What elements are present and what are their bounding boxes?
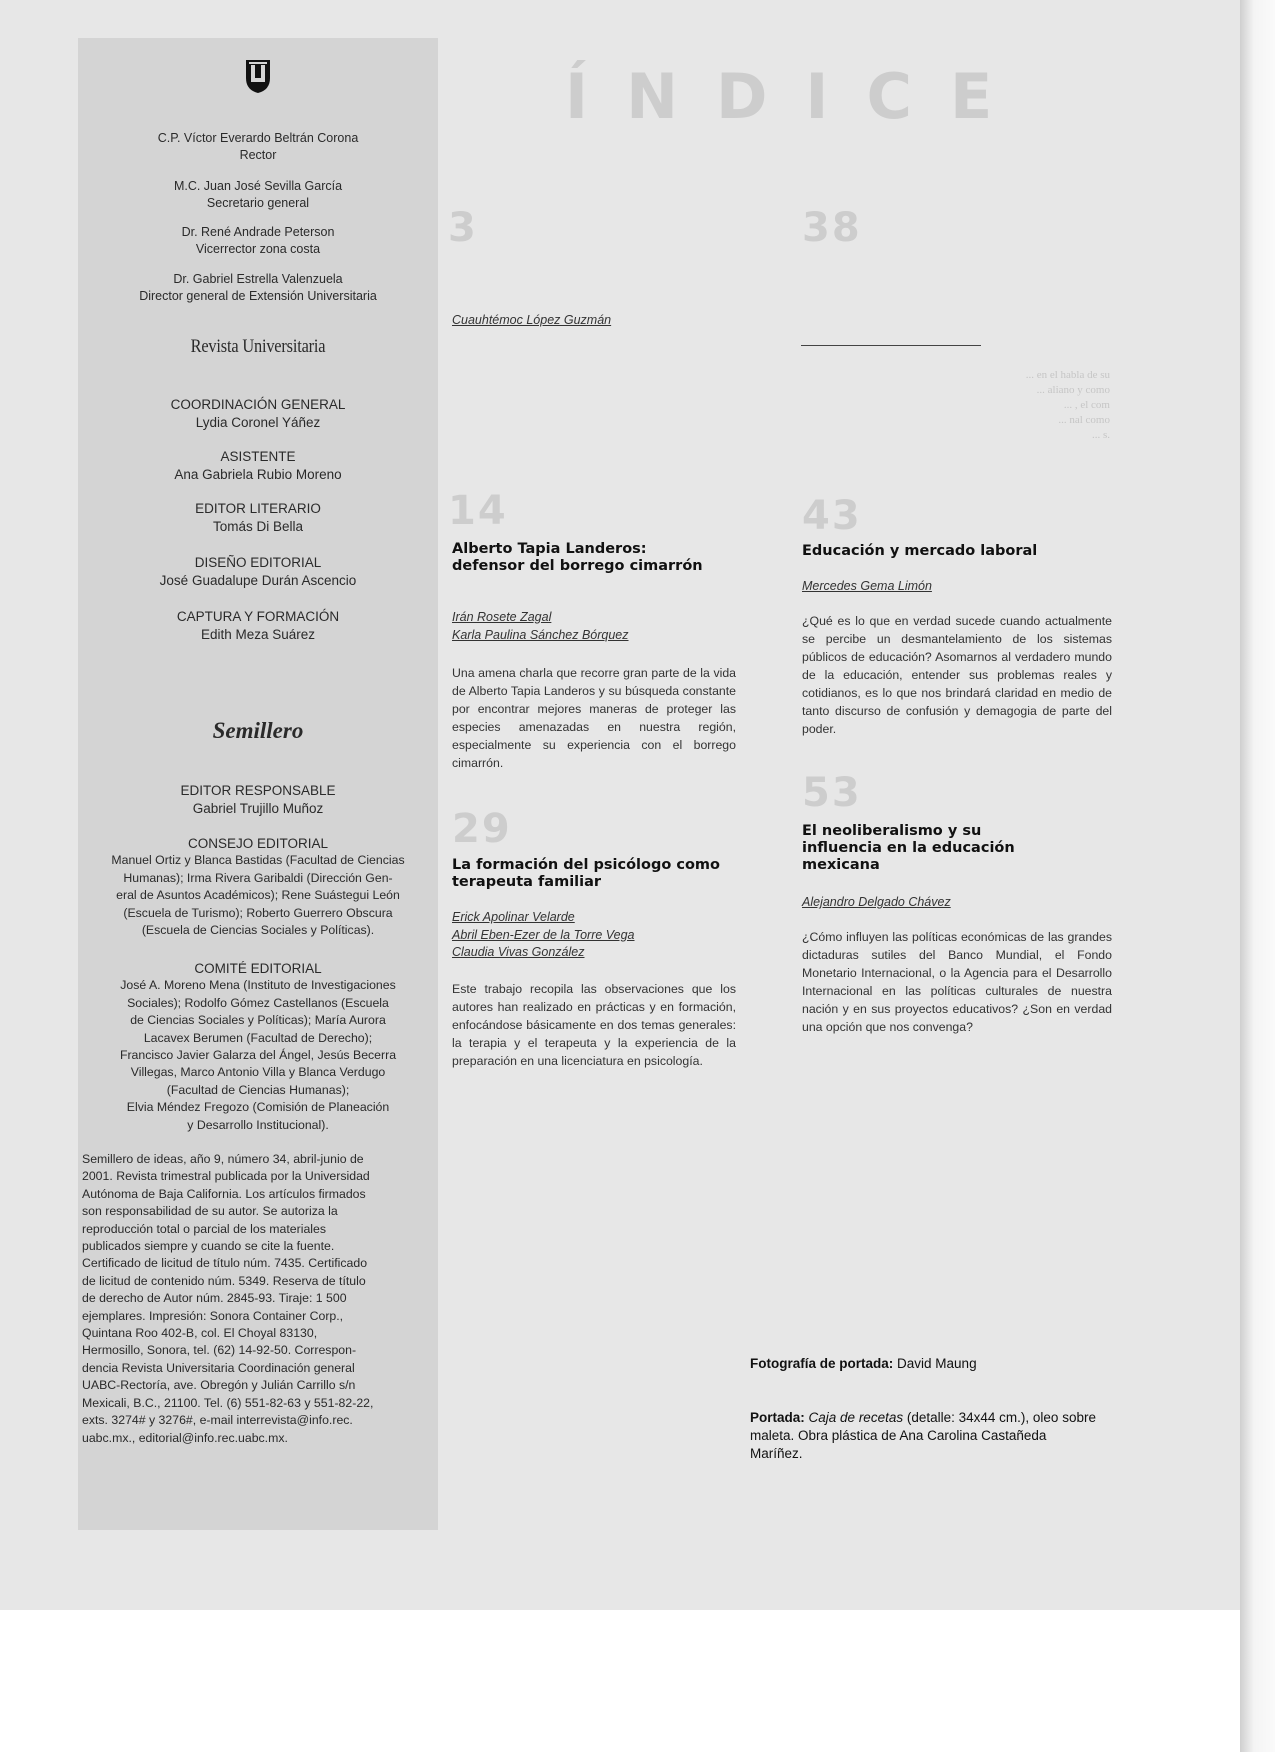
credit-director [78,271,438,305]
staff-role: ASISTENTE [220,449,296,464]
colophon [82,1151,434,1447]
article-authors [452,909,635,962]
colophon-line: Mexicali, B.C., 21100. Tel. (6) 551-82-63 y 551-82-22, [82,1395,374,1410]
comite-editorial [78,960,438,1134]
article-authors [802,894,951,912]
article-authors [802,578,932,596]
article-summary: ¿Cómo influyen las políticas económicas de las grandes dictaduras sutiles del Banco Mundial, el Fondo Monetario Internacional, o la Agencia para el Desarrollo Internacional en las políticas culturales de nuestra nación y en sus proyectos educativos? ¿Son en verdad una opción que nos convenga? [802,930,1112,1034]
page-edge [1240,0,1275,1752]
faded-line: ... nal como [1058,414,1110,426]
staff-diseno [78,554,438,590]
consejo-heading: CONSEJO EDITORIAL [187,836,329,851]
colophon-line: dencia Revista Universitaria Coordinación general [82,1360,355,1375]
faded-text [960,368,1110,443]
author-name: Abril Eben-Ezer de la Torre Vega [452,927,635,942]
colophon-line: Autónoma de Baja California. Los artículos firmados [82,1186,366,1201]
article-title: El neoliberalismo y su influencia en la educación mexicana [802,823,1015,873]
photo-label: Fotografía de portada: [750,1356,894,1371]
editor-role: EDITOR RESPONSABLE [180,783,336,798]
article-summary: Una amena charla que recorre gran parte de la vida de Alberto Tapia Landeros y su búsqueda constante por encontrar mejores maneras de proteger las especies amenazadas en nuestra región, especialmente su experiencia con el borrego cimarrón. [452,666,736,770]
author-name: Cuauhtémoc López Guzmán [452,313,612,327]
author-name: Mercedes Gema Limón [802,579,932,593]
staff-role: EDITOR LITERARIO [195,501,321,516]
staff-role: CAPTURA Y FORMACIÓN [176,609,340,624]
page-number: 3 [448,205,478,251]
consejo-editorial [78,835,438,939]
cover-photo-credit [750,1355,977,1373]
colophon-line: de licitud de contenido núm. 5349. Reserva de título [82,1273,366,1288]
author-name: Karla Paulina Sánchez Bórquez [452,627,629,642]
colophon-line: exts. 3274# y 3276#, e-mail interrevista@info.rec. [82,1413,353,1428]
cover-art-credit [750,1409,1120,1463]
revista-universitaria-title: Revista Universitaria [190,336,326,357]
consejo-line: eral de Asuntos Académicos); Rene Suástegui León [116,888,400,903]
staff-role: COORDINACIÓN GENERAL [170,397,346,412]
semillero-editor [78,782,438,818]
colophon-line: ejemplares. Impresión: Sonora Container Corp., [82,1308,344,1323]
credit-role: Secretario general [206,196,310,210]
credit-name: Dr. René Andrade Peterson [181,225,335,239]
staff-name: Lydia Coronel Yáñez [195,415,321,430]
credit-secretario [78,178,438,212]
colophon-line: Semillero de ideas, año 9, número 34, abril-junio de [82,1152,364,1166]
colophon-line: Hermosillo, Sonora, tel. (62) 14-92-50. Correspon- [82,1343,357,1358]
comite-line: de Ciencias Sociales y Políticas); María Aurora [130,1013,386,1028]
colophon-line: 2001. Revista trimestral publicada por la Universidad [82,1169,370,1184]
comite-line: Villegas, Marco Antonio Villa y Blanca Verdugo [130,1065,386,1080]
faded-line: ... , el com [1063,399,1110,411]
photo-name: David Maung [897,1356,977,1371]
article-authors [452,609,629,644]
staff-editor-literario [78,500,438,536]
article-authors [452,312,611,330]
editor-name: Gabriel Trujillo Muñoz [192,801,324,816]
colophon-line: publicados siempre y cuando se cite la fuente. [82,1239,335,1254]
author-name: Alejandro Delgado Chávez [802,895,951,909]
article-title: Alberto Tapia Landeros: defensor del borrego cimarrón [452,541,703,574]
colophon-line: uabc.mx., editorial@info.rec.uabc.mx. [82,1430,288,1445]
staff-name: Ana Gabriela Rubio Moreno [174,467,342,482]
semillero-title: Semillero [212,718,304,743]
comite-line: Elvia Méndez Fregozo (Comisión de Planeación [126,1100,390,1115]
faded-line: ... aliano y como [1036,384,1110,396]
comite-line: Lacavex Berumen (Facultad de Derecho); [143,1030,373,1045]
divider-rule [801,345,981,346]
staff-name: Edith Meza Suárez [200,627,316,642]
consejo-line: Humanas); Irma Rivera Garibaldi (Dirección Gen- [123,870,393,885]
page-number: 43 [802,493,862,539]
credit-role: Director general de Extensión Universitaria [139,289,377,303]
page-number: 29 [452,806,512,852]
comite-line: (Facultad de Ciencias Humanas); [166,1082,350,1097]
credit-role: Rector [239,148,277,162]
page-bottom-margin [0,1610,1275,1752]
comite-line: Sociales); Rodolfo Gómez Castellanos (Escuela [127,995,389,1010]
portada-work: Caja de recetas [808,1410,904,1425]
page-number: 14 [448,488,508,534]
staff-captura [78,608,438,644]
colophon-line: reproducción total o parcial de los materiales [82,1221,327,1236]
credit-role: Vicerrector zona costa [195,242,321,256]
staff-asistente [78,448,438,484]
university-shield-icon [244,58,272,94]
colophon-line: Quintana Roo 402-B, col. El Choyal 83130, [82,1326,318,1341]
staff-name: Tomás Di Bella [212,519,304,534]
article-title: La formación del psicólogo como terapeuta familiar [452,857,721,890]
page-number: 53 [802,770,862,816]
portada-detail: Maríñez. [750,1446,803,1461]
consejo-line: (Escuela de Turismo); Roberto Guerrero Obscura [123,905,393,920]
author-name: Erick Apolinar Velarde [452,910,575,924]
staff-name: José Guadalupe Durán Ascencio [159,573,357,588]
article-summary: Este trabajo recopila las observaciones que los autores han realizado en prácticas y en formación, enfocándose básicamente en dos temas generales: la terapia y el terapeuta y la experiencia de la preparación en una licenciatura en psicología. [452,982,736,1068]
portada-detail: (detalle: 34x44 cm.), oleo sobre [906,1410,1096,1425]
credit-rector [78,130,438,164]
portada-detail: maleta. Obra plástica de Ana Carolina Castañeda [750,1428,1047,1443]
credit-vicerrector [78,224,438,258]
colophon-line: Certificado de licitud de título núm. 7435. Certificado [82,1256,368,1271]
colophon-line: son responsabilidad de su autor. Se autoriza la [82,1204,338,1219]
faded-line: ... en el habla de su [1025,369,1110,381]
colophon-line: de derecho de Autor núm. 2845-93. Tiraje: 1 500 [82,1291,347,1306]
faded-line: ... s. [1091,429,1110,441]
consejo-line: Manuel Ortiz y Blanca Bastidas (Facultad de Ciencias [111,853,405,868]
consejo-line: (Escuela de Ciencias Sociales y Políticas). [141,923,375,938]
staff-role: DISEÑO EDITORIAL [194,555,322,570]
page-number: 38 [802,205,862,251]
colophon-line: UABC-Rectoría, ave. Obregón y Julián Carrillo s/n [82,1378,356,1393]
author-name: Irán Rosete Zagal [452,610,552,624]
credit-name: Dr. Gabriel Estrella Valenzuela [173,272,343,286]
comite-line: José A. Moreno Mena (Instituto de Investigaciones [120,978,396,993]
credit-name: M.C. Juan José Sevilla García [173,179,343,193]
masthead-sidebar [78,38,438,1530]
portada-label: Portada: [750,1410,805,1425]
article-summary: ¿Qué es lo que en verdad sucede cuando actualmente se percibe un desmantelamiento de los sistemas públicos de educación? Asomarnos al verdadero mundo de la educación, entender sus problemas reales y cotidianos, es lo que nos brindará claridad en medio de tanto discurso de confusión y demagogia de parte del poder. [802,614,1112,736]
index-title: ÍNDICE [565,60,1031,133]
comite-heading: COMITÉ EDITORIAL [194,961,322,976]
article-title: Educación y mercado laboral [802,543,1038,559]
comite-line: Francisco Javier Galarza del Ángel, Jesús Becerra [119,1048,397,1063]
comite-line: y Desarrollo Institucional). [187,1117,329,1132]
staff-coordinacion [78,396,438,432]
author-name: Claudia Vivas González [452,945,585,959]
credit-name: C.P. Víctor Everardo Beltrán Corona [157,131,359,145]
